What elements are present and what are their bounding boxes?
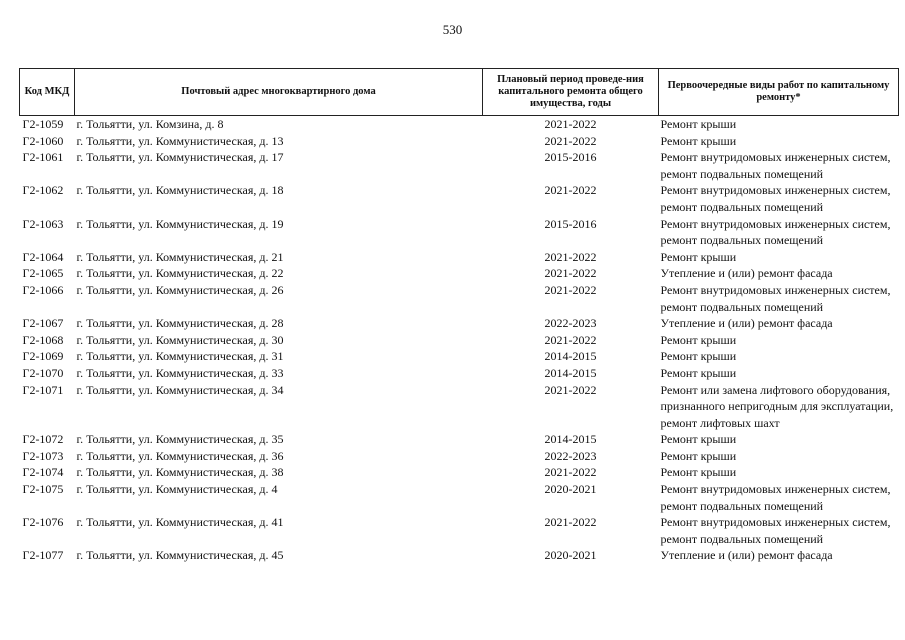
table-row: [20, 382, 899, 432]
cell-code: Г2-1074: [22, 465, 64, 480]
cell-works: [659, 216, 899, 249]
page-number: 530: [442, 22, 463, 37]
works-line: Ремонт внутридомовых инженерных систем,: [660, 150, 891, 165]
cell-address: г. Тольятти, ул. Коммунистическая, д. 22: [76, 266, 284, 281]
table-row: [20, 547, 899, 564]
cell-works: [659, 116, 899, 133]
works-line: ремонт подвальных помещений: [660, 166, 824, 181]
works-line: Утепление и (или) ремонт фасада: [660, 316, 833, 331]
works-line: Ремонт крыши: [660, 448, 737, 463]
table-row: [20, 464, 899, 481]
cell-address: г. Тольятти, ул. Комзина, д. 8: [76, 117, 224, 131]
table-row: [20, 514, 899, 547]
cell-code: Г2-1066: [22, 282, 64, 297]
table-row: [20, 348, 899, 365]
cell-address: г. Тольятти, ул. Коммунистическая, д. 38: [76, 465, 284, 480]
works-line: Ремонт внутридомовых инженерных систем,: [660, 282, 891, 297]
cell-address: г. Тольятти, ул. Коммунистическая, д. 21: [76, 249, 284, 264]
cell-period: 2014-2015: [544, 365, 597, 380]
table-row: [20, 116, 899, 133]
cell-address: г. Тольятти, ул. Коммунистическая, д. 26: [76, 282, 284, 297]
cell-code: Г2-1062: [22, 183, 64, 198]
cell-period: 2021-2022: [544, 117, 597, 131]
cell-address: г. Тольятти, ул. Коммунистическая, д. 41: [76, 515, 284, 530]
cell-address: г. Тольятти, ул. Коммунистическая, д. 28: [76, 316, 284, 331]
cell-period: 2021-2022: [544, 282, 597, 297]
cell-code: Г2-1068: [22, 332, 64, 347]
cell-address: г. Тольятти, ул. Коммунистическая, д. 4: [76, 482, 278, 497]
cell-code: Г2-1070: [22, 365, 64, 380]
cell-address: г. Тольятти, ул. Коммунистическая, д. 36: [76, 448, 284, 463]
cell-code: Г2-1067: [22, 316, 64, 331]
works-line: ремонт подвальных помещений: [660, 498, 824, 513]
cell-code: Г2-1064: [22, 249, 64, 264]
header-period: Плановый период проведе-ния капитального ремонта общего имущества, годы: [483, 69, 659, 116]
cell-works: [659, 332, 899, 349]
cell-works: [659, 481, 899, 514]
works-line: признанного непригодным для эксплуатации,: [660, 399, 894, 414]
cell-address: г. Тольятти, ул. Коммунистическая, д. 31: [76, 349, 284, 364]
works-line: Утепление и (или) ремонт фасада: [660, 266, 833, 281]
cell-works: [659, 249, 899, 266]
cell-period: 2015-2016: [544, 216, 597, 231]
cell-period: 2021-2022: [544, 515, 597, 530]
cell-works: [659, 348, 899, 365]
cell-works: [659, 182, 899, 215]
cell-address: г. Тольятти, ул. Коммунистическая, д. 18: [76, 183, 284, 198]
works-line: ремонт подвальных помещений: [660, 531, 824, 546]
cell-period: 2014-2015: [544, 349, 597, 364]
works-line: ремонт лифтовых шахт: [660, 415, 780, 430]
header-address: Почтовый адрес многоквартирного дома: [75, 69, 483, 116]
cell-period: 2021-2022: [544, 465, 597, 480]
cell-period: 2021-2022: [544, 382, 597, 397]
table-row: [20, 481, 899, 514]
table-body: [20, 116, 899, 565]
cell-address: г. Тольятти, ул. Коммунистическая, д. 30: [76, 332, 284, 347]
cell-address: г. Тольятти, ул. Коммунистическая, д. 13: [76, 133, 284, 148]
works-line: ремонт подвальных помещений: [660, 233, 824, 248]
cell-period: 2021-2022: [544, 249, 597, 264]
works-line: ремонт подвальных помещений: [660, 199, 824, 214]
cell-address: г. Тольятти, ул. Коммунистическая, д. 34: [76, 382, 284, 397]
works-line: Ремонт крыши: [660, 117, 737, 131]
cell-period: 2021-2022: [544, 332, 597, 347]
cell-code: Г2-1063: [22, 216, 64, 231]
cell-period: 2015-2016: [544, 150, 597, 165]
cell-address: г. Тольятти, ул. Коммунистическая, д. 45: [76, 548, 284, 563]
table-row: [20, 265, 899, 282]
cell-period: 2014-2015: [544, 432, 597, 447]
cell-works: [659, 265, 899, 282]
cell-address: г. Тольятти, ул. Коммунистическая, д. 19: [76, 216, 284, 231]
cell-works: [659, 448, 899, 465]
cell-works: [659, 514, 899, 547]
cell-works: [659, 133, 899, 150]
cell-code: Г2-1065: [22, 266, 64, 281]
cell-code: Г2-1059: [22, 117, 64, 131]
table-row: [20, 365, 899, 382]
cell-period: 2022-2023: [544, 448, 597, 463]
cell-code: Г2-1072: [22, 432, 64, 447]
works-line: Ремонт крыши: [660, 365, 737, 380]
works-line: Ремонт крыши: [660, 332, 737, 347]
table-row: [20, 448, 899, 465]
cell-works: [659, 365, 899, 382]
cell-code: Г2-1075: [22, 482, 64, 497]
works-line: Ремонт внутридомовых инженерных систем,: [660, 482, 891, 497]
cell-address: г. Тольятти, ул. Коммунистическая, д. 17: [76, 150, 284, 165]
table-row: [20, 332, 899, 349]
cell-address: г. Тольятти, ул. Коммунистическая, д. 35: [76, 432, 284, 447]
works-line: Ремонт крыши: [660, 465, 737, 480]
table-row: [20, 149, 899, 182]
cell-code: Г2-1073: [22, 448, 64, 463]
header-row: [20, 69, 899, 116]
cell-period: 2021-2022: [544, 183, 597, 198]
cell-works: [659, 431, 899, 448]
works-line: ремонт подвальных помещений: [660, 299, 824, 314]
cell-code: Г2-1060: [22, 133, 64, 148]
cell-code: Г2-1069: [22, 349, 64, 364]
capital-repair-table: [19, 68, 899, 564]
works-line: Ремонт крыши: [660, 432, 737, 447]
table-header: [20, 69, 899, 116]
cell-code: Г2-1071: [22, 382, 64, 397]
table-row: [20, 216, 899, 249]
works-line: Ремонт крыши: [660, 133, 737, 148]
cell-period: 2021-2022: [544, 266, 597, 281]
works-line: Ремонт или замена лифтового оборудования,: [660, 382, 891, 397]
cell-works: [659, 382, 899, 432]
header-code: Код МКД: [20, 69, 75, 116]
table-row: [20, 182, 899, 215]
table-row: [20, 431, 899, 448]
works-line: Ремонт внутридомовых инженерных систем,: [660, 216, 891, 231]
cell-period: 2021-2022: [544, 133, 597, 148]
cell-works: [659, 282, 899, 315]
cell-address: г. Тольятти, ул. Коммунистическая, д. 33: [76, 365, 284, 380]
cell-period: 2022-2023: [544, 316, 597, 331]
cell-works: [659, 464, 899, 481]
cell-period: 2020-2021: [544, 482, 597, 497]
works-line: Утепление и (или) ремонт фасада: [660, 548, 833, 563]
works-line: Ремонт внутридомовых инженерных систем,: [660, 183, 891, 198]
cell-code: Г2-1061: [22, 150, 64, 165]
works-line: Ремонт внутридомовых инженерных систем,: [660, 515, 891, 530]
cell-works: [659, 315, 899, 332]
table-row: [20, 133, 899, 150]
cell-code: Г2-1077: [22, 548, 64, 563]
cell-period: 2020-2021: [544, 548, 597, 563]
table-row: [20, 315, 899, 332]
table-row: [20, 282, 899, 315]
cell-code: Г2-1076: [22, 515, 64, 530]
cell-works: [659, 547, 899, 564]
header-works: Первоочередные виды работ по капитальному ремонту*: [659, 69, 899, 116]
works-line: Ремонт крыши: [660, 249, 737, 264]
cell-works: [659, 149, 899, 182]
table-row: [20, 249, 899, 266]
works-line: Ремонт крыши: [660, 349, 737, 364]
